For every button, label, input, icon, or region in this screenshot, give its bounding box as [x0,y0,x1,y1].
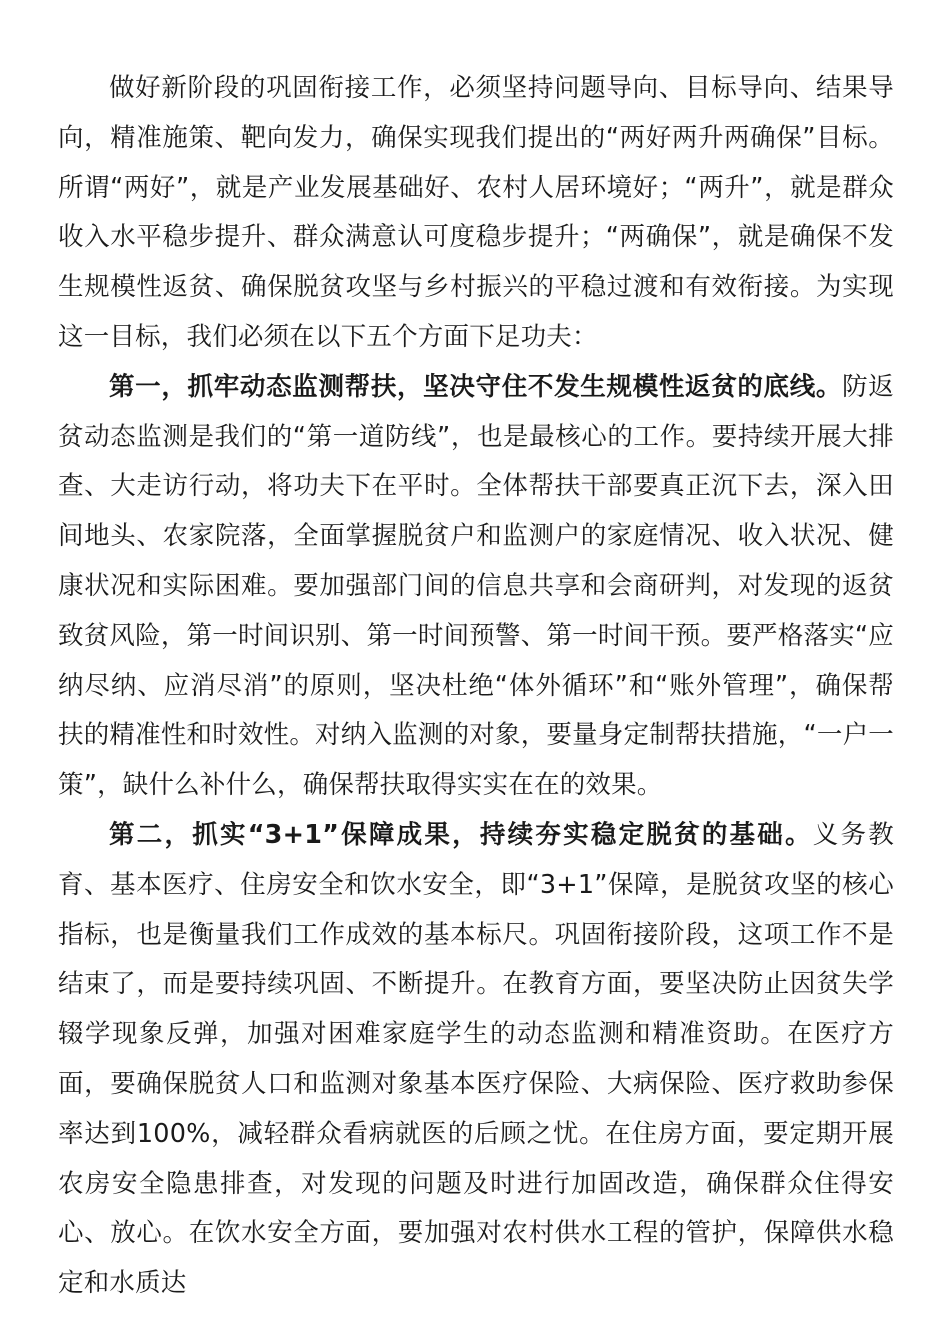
paragraph-intro [58,64,894,363]
paragraph-body: 防返贫动态监测是我们的“第一道防线”，也是最核心的工作。要持续开展大排查、大走访行动，将功夫下在平时。全体帮扶干部要真正沉下去，深入田间地头、农家院落，全面掌握脱贫户和监测户的家庭情况、收入状况、健康状况和实际困难。要加强部门间的信息共享和会商研判，对发现的返贫致贫风险，第一时间识别、第一时间预警、第一时间干预。要严格落实“应纳尽纳、应消尽消”的原则，坚决杜绝“体外循环”和“账外管理”，确保帮扶的精准性和时效性。对纳入监测的对象，要量身定制帮扶措施，“一户一策”，缺什么补什么，确保帮扶取得实实在在的效果。 [58,371,894,801]
paragraph-body: 义务教育、基本医疗、住房安全和饮水安全，即“3+1”保障，是脱贫攻坚的核心指标，也是衡量我们工作成效的基本标尺。巩固衔接阶段，这项工作不是结束了，而是要持续巩固、不断提升。在教育方面，要坚决防止因贫失学辍学现象反弹，加强对困难家庭学生的动态监测和精准资助。在医疗方面，要确保脱贫人口和监测对象基本医疗保险、大病保险、医疗救助参保率达到100%，减轻群众看病就医的后顾之忧。在住房方面，要定期开展农房安全隐患排查，对发现的问题及时进行加固改造，确保群众住得安心、放心。在饮水安全方面，要加强对农村供水工程的管护，保障供水稳定和水质达 [58,819,894,1299]
paragraph-first-point [58,363,894,811]
document-page [58,64,894,1309]
paragraph-lead: 第一，抓牢动态监测帮扶，坚决守住不发生规模性返贫的底线。 [109,371,843,402]
paragraph-lead: 第二，抓实“3+1”保障成果，持续夯实稳定脱贫的基础。 [109,819,813,850]
paragraph-second-point [58,811,894,1309]
paragraph-body: 做好新阶段的巩固衔接工作，必须坚持问题导向、目标导向、结果导向，精准施策、靶向发力，确保实现我们提出的“两好两升两确保”目标。所谓“两好”，就是产业发展基础好、农村人居环境好；“两升”，就是群众收入水平稳步提升、群众满意认可度稳步提升；“两确保”，就是确保不发生规模性返贫、确保脱贫攻坚与乡村振兴的平稳过渡和有效衔接。为实现这一目标，我们必须在以下五个方面下足功夫： [58,73,894,352]
